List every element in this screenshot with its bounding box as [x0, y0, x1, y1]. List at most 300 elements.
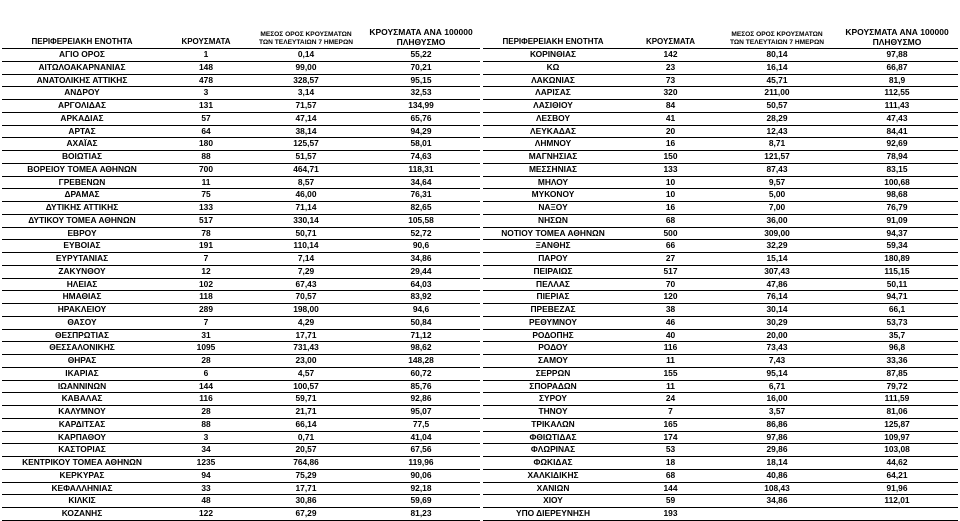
header-per100k: [362, 27, 480, 47]
avg-7day-cell: 34,86: [766, 495, 788, 506]
header-avg: [250, 31, 362, 47]
per-100k-cell: 81,06: [886, 406, 908, 416]
region-cell: ΘΑΣΟΥ: [67, 316, 97, 327]
region-cell: ΜΕΣΣΗΝΙΑΣ: [528, 163, 578, 174]
region-cell: ΚΑΣΤΟΡΙΑΣ: [58, 444, 106, 455]
region-cell: ΚΕΝΤΡΙΚΟΥ ΤΟΜΕΑ ΑΘΗΝΩΝ: [22, 457, 142, 467]
per-100k-cell: 78,94: [886, 151, 908, 161]
header-region: ΠΕΡΙΦΕΡΕΙΑΚΗ ΕΝΟΤΗΤΑ: [31, 37, 133, 46]
avg-7day-cell: 46,00: [295, 189, 317, 200]
region-cell: ΕΥΒΟΙΑΣ: [63, 240, 101, 251]
region-cell: ΡΟΔΟΠΗΣ: [532, 329, 574, 340]
per-100k-cell: 84,41: [886, 125, 908, 136]
region-cell: ΣΥΡΟΥ: [538, 393, 568, 404]
cases-cell: 46: [665, 316, 676, 327]
cases-cell: 57: [201, 112, 211, 123]
avg-7day-cell: 80,14: [766, 49, 788, 59]
table-row: [483, 419, 958, 432]
avg-7day-cell: 47,86: [766, 278, 788, 289]
cases-cell: 7: [203, 316, 209, 327]
avg-7day-cell: 75,29: [295, 469, 317, 480]
table-row: [483, 330, 958, 343]
right-table-header: [483, 2, 958, 49]
table-row: [2, 495, 480, 508]
table-row: [2, 228, 480, 241]
cases-cell: 700: [199, 163, 213, 174]
per-100k-cell: 64,03: [410, 278, 432, 289]
header-cases: ΚΡΟΥΣΜΑΤΑ: [645, 37, 696, 46]
cases-cell: 28: [201, 355, 211, 365]
left-table: [2, 2, 480, 521]
per-100k-cell: 105,58: [408, 214, 434, 225]
per-100k-cell: 85,76: [410, 380, 432, 391]
region-cell: ΛΗΜΝΟΥ: [534, 138, 572, 149]
avg-7day-cell: 7,14: [297, 253, 315, 263]
cases-cell: 12: [201, 265, 211, 276]
table-row: [2, 62, 480, 75]
per-100k-cell: 50,84: [410, 316, 432, 327]
per-100k-cell: 180,89: [884, 253, 910, 263]
per-100k-cell: 50,11: [886, 278, 908, 289]
table-row: [2, 49, 480, 62]
table-row: [2, 151, 480, 164]
table-row: [483, 87, 958, 100]
per-100k-cell: 76,31: [410, 189, 432, 200]
region-cell: ΠΕΛΛΑΣ: [536, 278, 570, 289]
per-100k-cell: 53,73: [886, 316, 908, 327]
per-100k-cell: 90,6: [412, 240, 430, 251]
per-100k-cell: 67,56: [410, 444, 432, 455]
region-cell: ΚΑΡΔΙΤΣΑΣ: [58, 418, 106, 429]
cases-cell: 59: [665, 495, 676, 506]
table-row: [483, 342, 958, 355]
region-cell: ΚΟΖΑΝΗΣ: [61, 508, 103, 518]
table-row: [2, 508, 480, 521]
avg-7day-cell: 4,29: [297, 316, 315, 327]
region-cell: ΞΑΝΘΗΣ: [535, 240, 571, 251]
per-100k-cell: 94,29: [410, 125, 432, 136]
table-row: [483, 177, 958, 190]
avg-7day-cell: 30,86: [295, 495, 317, 506]
region-cell: ΝΟΤΙΟΥ ΤΟΜΕΑ ΑΘΗΝΩΝ: [501, 227, 605, 238]
per-100k-cell: 111,59: [884, 393, 910, 404]
header-cases: ΚΡΟΥΣΜΑΤΑ: [181, 37, 231, 46]
avg-7day-cell: 50,71: [295, 227, 317, 238]
region-cell: ΑΧΑΪΑΣ: [66, 138, 98, 149]
table-row: [2, 419, 480, 432]
cases-cell: 142: [663, 49, 678, 59]
table-row: [483, 151, 958, 164]
avg-7day-cell: 198,00: [293, 304, 319, 314]
table-row: [2, 100, 480, 113]
cases-cell: 70: [665, 278, 676, 289]
region-cell: ΖΑΚΥΝΘΟΥ: [58, 265, 106, 276]
region-cell: ΚΟΡΙΝΘΙΑΣ: [529, 49, 577, 59]
region-cell: ΑΓΙΟ ΟΡΟΣ: [59, 49, 105, 59]
table-row: [483, 126, 958, 139]
per-100k-cell: 119,96: [408, 457, 434, 467]
table-row: [2, 457, 480, 470]
avg-7day-cell: 8,57: [297, 176, 315, 187]
avg-7day-cell: 70,57: [295, 291, 317, 302]
region-cell: ΧΑΝΙΩΝ: [536, 482, 570, 493]
region-cell: ΡΕΘΥΜΝΟΥ: [529, 316, 577, 327]
region-cell: ΝΗΣΩΝ: [538, 214, 568, 225]
cases-cell: 174: [663, 431, 678, 442]
cases-cell: 10: [665, 176, 676, 187]
per-100k-cell: 66,1: [888, 304, 906, 314]
per-100k-cell: 87,85: [886, 367, 908, 378]
avg-7day-cell: 15,14: [766, 253, 788, 263]
cases-cell: 122: [199, 508, 213, 518]
table-row: [2, 202, 480, 215]
per-100k-cell: 60,72: [410, 367, 432, 378]
per-100k-cell: 95,07: [410, 406, 432, 416]
region-cell: ΑΡΤΑΣ: [68, 125, 96, 136]
avg-7day-cell: 20,00: [766, 329, 788, 340]
avg-7day-cell: 73,43: [766, 342, 788, 353]
cases-cell: 133: [199, 202, 213, 212]
per-100k-cell: 148,28: [408, 355, 434, 365]
per-100k-cell: 94,37: [886, 227, 908, 238]
table-row: [483, 406, 958, 419]
table-row: [2, 432, 480, 445]
per-100k-cell: 100,68: [884, 176, 910, 187]
cases-cell: 478: [199, 74, 213, 85]
cases-cell: 148: [199, 61, 213, 72]
avg-7day-cell: 97,86: [766, 431, 788, 442]
right-table: [483, 2, 958, 521]
cases-cell: 64: [201, 125, 211, 136]
cases-cell: 144: [663, 482, 678, 493]
cases-cell: 27: [665, 253, 676, 263]
region-cell: ΠΑΡΟΥ: [538, 253, 568, 263]
cases-cell: 33: [201, 482, 211, 493]
cases-cell: 84: [665, 100, 676, 110]
avg-7day-cell: 59,71: [295, 393, 317, 404]
per-100k-cell: 97,88: [886, 49, 908, 59]
region-cell: ΑΙΤΩΛΟΑΚΑΡΝΑΝΙΑΣ: [38, 61, 126, 72]
avg-7day-cell: 6,71: [768, 380, 786, 391]
region-cell: ΘΕΣΣΑΛΟΝΙΚΗΣ: [49, 342, 115, 353]
avg-7day-cell: 3,57: [768, 406, 786, 416]
avg-7day-cell: 5,00: [768, 189, 786, 200]
cases-cell: 68: [665, 469, 676, 480]
cases-cell: 66: [665, 240, 676, 251]
cases-cell: 7: [203, 253, 209, 263]
avg-7day-cell: 76,14: [766, 291, 788, 302]
region-cell: ΤΡΙΚΑΛΩΝ: [531, 418, 575, 429]
table-row: [2, 240, 480, 253]
avg-7day-cell: 17,71: [295, 329, 317, 340]
avg-7day-cell: 67,29: [295, 508, 317, 518]
table-row: [483, 508, 958, 521]
region-cell: ΚΑΒΑΛΑΣ: [61, 393, 103, 404]
avg-7day-cell: 29,86: [766, 444, 788, 455]
avg-7day-cell: 38,14: [295, 125, 317, 136]
region-cell: ΠΙΕΡΙΑΣ: [536, 291, 570, 302]
avg-7day-cell: 464,71: [293, 163, 319, 174]
region-cell: ΗΡΑΚΛΕΙΟΥ: [57, 304, 107, 314]
per-100k-cell: 58,01: [410, 138, 432, 149]
region-cell: ΡΟΔΟΥ: [538, 342, 568, 353]
per-100k-cell: 41,04: [410, 431, 432, 442]
table-row: [483, 49, 958, 62]
cases-cell: 73: [665, 74, 676, 85]
region-cell: ΠΕΙΡΑΙΩΣ: [533, 265, 573, 276]
cases-cell: 38: [665, 304, 676, 314]
per-100k-cell: 32,53: [410, 87, 432, 98]
cases-cell: 165: [663, 418, 678, 429]
header-region: ΠΕΡΙΦΕΡΕΙΑΚΗ ΕΝΟΤΗΤΑ: [502, 37, 604, 46]
table-row: [483, 189, 958, 202]
header-avg-line2: ΤΩΝ ΤΕΛΕΥΤΑΙΩΝ 7 ΗΜΕΡΩΝ: [258, 39, 354, 46]
region-cell: ΣΕΡΡΩΝ: [535, 367, 571, 378]
avg-7day-cell: 51,57: [295, 151, 317, 161]
avg-7day-cell: 30,14: [766, 304, 788, 314]
table-row: [483, 393, 958, 406]
cases-cell: 11: [666, 355, 675, 365]
cases-cell: 7: [668, 406, 673, 416]
region-cell: ΝΑΞΟΥ: [538, 202, 568, 212]
header-per100k: [836, 27, 958, 47]
table-row: [2, 113, 480, 126]
table-row: [2, 342, 480, 355]
avg-7day-cell: 328,57: [293, 74, 319, 85]
avg-7day-cell: [718, 508, 836, 520]
avg-7day-cell: 99,00: [295, 61, 317, 72]
table-row: [2, 253, 480, 266]
per-100k-cell: 34,64: [410, 176, 432, 187]
avg-7day-cell: 0,14: [297, 49, 315, 59]
avg-7day-cell: 50,57: [766, 100, 788, 110]
per-100k-cell: 83,15: [886, 163, 908, 174]
cases-cell: 150: [663, 151, 678, 161]
table-row: [483, 444, 958, 457]
header-avg-line2: ΤΩΝ ΤΕΛΕΥΤΑΙΩΝ 7 ΗΜΕΡΩΝ: [729, 39, 825, 46]
avg-7day-cell: 8,71: [768, 138, 786, 149]
cases-cell: 320: [663, 87, 678, 98]
per-100k-cell: 91,96: [886, 482, 908, 493]
cases-cell: 53: [665, 444, 676, 455]
region-cell: ΑΝΑΤΟΛΙΚΗΣ ΑΤΤΙΚΗΣ: [36, 74, 128, 85]
region-cell: ΗΛΕΙΑΣ: [66, 278, 98, 289]
right-table-body: [483, 49, 958, 521]
per-100k-cell: 109,97: [884, 431, 910, 442]
per-100k-cell: 111,43: [884, 100, 910, 110]
region-cell: ΠΡΕΒΕΖΑΣ: [530, 304, 576, 314]
cases-cell: 40: [665, 329, 676, 340]
cases-cell: 1: [203, 49, 209, 59]
table-row: [483, 215, 958, 228]
table-row: [2, 215, 480, 228]
cases-cell: 78: [201, 227, 211, 238]
avg-7day-cell: 23,00: [295, 355, 317, 365]
table-row: [2, 483, 480, 496]
region-cell: ΚΕΡΚΥΡΑΣ: [59, 469, 105, 480]
region-cell: ΣΑΜΟΥ: [538, 355, 568, 365]
avg-7day-cell: 30,29: [766, 316, 788, 327]
cases-cell: 118: [199, 291, 213, 302]
per-100k-cell: 103,08: [884, 444, 910, 455]
cases-cell: 88: [201, 151, 211, 161]
avg-7day-cell: 211,00: [764, 87, 790, 98]
per-100k-cell: 82,65: [410, 202, 432, 212]
per-100k-cell: 98,62: [410, 342, 432, 353]
table-row: [483, 113, 958, 126]
cases-cell: 11: [666, 380, 675, 391]
cases-cell: 94: [201, 469, 211, 480]
region-cell: ΧΑΛΚΙΔΙΚΗΣ: [527, 469, 579, 480]
per-100k-cell: 94,71: [886, 291, 908, 302]
per-100k-cell: 35,7: [888, 329, 906, 340]
cases-cell: 500: [663, 227, 678, 238]
header-avg: [718, 31, 836, 47]
avg-7day-cell: 87,43: [766, 163, 788, 174]
per-100k-cell: 92,18: [410, 482, 432, 493]
avg-7day-cell: 66,14: [295, 418, 317, 429]
region-cell: ΓΡΕΒΕΝΩΝ: [58, 176, 106, 187]
table-row: [483, 62, 958, 75]
cases-cell: 3: [203, 431, 209, 442]
table-row: [2, 279, 480, 292]
cases-cell: 133: [663, 163, 678, 174]
region-cell: ΛΑΣΙΘΙΟΥ: [533, 100, 573, 110]
cases-cell: 10: [665, 189, 676, 200]
per-100k-cell: 134,99: [408, 100, 434, 110]
region-cell: ΔΥΤΙΚΗΣ ΑΤΤΙΚΗΣ: [45, 202, 119, 212]
avg-7day-cell: 67,43: [295, 278, 317, 289]
region-cell: ΘΕΣΠΡΩΤΙΑΣ: [55, 329, 109, 340]
per-100k-cell: 90,06: [410, 469, 432, 480]
per-100k-cell: 112,55: [884, 87, 910, 98]
table-row: [2, 164, 480, 177]
avg-7day-cell: 40,86: [766, 469, 788, 480]
avg-7day-cell: 125,57: [293, 138, 319, 149]
cases-cell: 120: [663, 291, 678, 302]
table-row: [2, 355, 480, 368]
avg-7day-cell: 764,86: [293, 457, 319, 467]
region-cell: ΤΗΝΟΥ: [538, 406, 568, 416]
cases-cell: 155: [663, 367, 678, 378]
region-cell: ΛΕΣΒΟΥ: [535, 112, 571, 123]
region-cell: ΦΛΩΡΙΝΑΣ: [530, 444, 576, 455]
per-100k-cell: 71,12: [410, 329, 432, 340]
cases-cell: 34: [201, 444, 211, 455]
table-row: [2, 381, 480, 394]
cases-cell: 11: [201, 176, 211, 187]
avg-7day-cell: 28,29: [766, 112, 788, 123]
cases-cell: 88: [201, 418, 211, 429]
region-cell: ΧΙΟΥ: [543, 495, 563, 506]
per-100k-cell: 98,68: [886, 189, 908, 200]
cases-cell: 48: [201, 495, 211, 506]
avg-7day-cell: 95,14: [766, 367, 788, 378]
avg-7day-cell: 17,71: [295, 482, 317, 493]
cases-cell: 102: [199, 278, 213, 289]
per-100k-cell: 92,69: [886, 138, 908, 149]
avg-7day-cell: 110,14: [293, 240, 319, 251]
per-100k-cell: 79,72: [886, 380, 908, 391]
avg-7day-cell: 7,43: [768, 355, 786, 365]
table-row: [483, 75, 958, 88]
cases-cell: 18: [665, 457, 676, 467]
table-row: [483, 240, 958, 253]
per-100k-cell: 29,44: [410, 265, 432, 276]
region-cell: ΑΝΔΡΟΥ: [64, 87, 100, 98]
per-100k-cell: 64,21: [886, 469, 908, 480]
per-100k-cell: 34,86: [410, 253, 432, 263]
avg-7day-cell: 330,14: [293, 214, 319, 225]
avg-7day-cell: 0,71: [297, 431, 315, 442]
region-cell: ΦΘΙΩΤΙΔΑΣ: [529, 431, 577, 442]
avg-7day-cell: 45,71: [766, 74, 788, 85]
region-cell: ΣΠΟΡΑΔΩΝ: [529, 380, 577, 391]
table-row: [483, 164, 958, 177]
table-row: [483, 266, 958, 279]
left-table-body: [2, 49, 480, 521]
region-cell: ΚΩ: [546, 61, 560, 72]
header-per100k-line1: ΚΡΟΥΣΜΑΤΑ ΑΝΑ 100000: [845, 27, 949, 37]
avg-7day-cell: 18,14: [766, 457, 788, 467]
region-cell: ΛΕΥΚΑΔΑΣ: [530, 125, 576, 136]
region-cell: ΕΒΡΟΥ: [67, 227, 97, 238]
avg-7day-cell: 71,57: [295, 100, 317, 110]
avg-7day-cell: 9,57: [768, 176, 786, 187]
per-100k-cell: 91,09: [886, 214, 908, 225]
avg-7day-cell: 108,43: [764, 482, 790, 493]
table-row: [2, 393, 480, 406]
left-table-header: [2, 2, 480, 49]
per-100k-cell: 81,23: [410, 508, 432, 518]
header-per100k-line2: ΠΛΗΘΥΣΜΟ: [872, 37, 922, 47]
region-cell: ΒΟΙΩΤΙΑΣ: [61, 151, 103, 161]
avg-7day-cell: 4,57: [297, 367, 315, 378]
avg-7day-cell: 121,57: [764, 151, 790, 161]
per-100k-cell: 125,87: [884, 418, 910, 429]
avg-7day-cell: 307,43: [764, 265, 790, 276]
table-row: [483, 457, 958, 470]
table-row: [2, 470, 480, 483]
avg-7day-cell: 16,14: [766, 61, 788, 72]
region-cell: ΛΑΚΩΝΙΑΣ: [531, 74, 575, 85]
per-100k-cell: 59,69: [410, 495, 432, 506]
region-cell: ΒΟΡΕΙΟΥ ΤΟΜΕΑ ΑΘΗΝΩΝ: [27, 163, 137, 174]
table-row: [483, 279, 958, 292]
avg-7day-cell: 309,00: [764, 227, 790, 238]
per-100k-cell: 96,8: [888, 342, 906, 353]
region-cell: ΜΥΚΟΝΟΥ: [531, 189, 575, 200]
cases-cell: 116: [663, 342, 678, 353]
per-100k-cell: 95,15: [410, 74, 432, 85]
region-cell: ΑΡΚΑΔΙΑΣ: [60, 112, 104, 123]
region-cell: ΑΡΓΟΛΙΔΑΣ: [58, 100, 106, 110]
region-cell: ΜΗΛΟΥ: [537, 176, 569, 187]
cases-cell: 16: [665, 202, 676, 212]
header-avg-line1: ΜΕΣΟΣ ΟΡΟΣ ΚΡΟΥΣΜΑΤΩΝ: [260, 31, 352, 38]
per-100k-cell: 33,36: [886, 355, 908, 365]
region-cell: ΘΗΡΑΣ: [67, 355, 97, 365]
region-cell: ΜΑΓΝΗΣΙΑΣ: [528, 151, 578, 161]
table-row: [2, 368, 480, 381]
cases-cell: 6: [203, 367, 209, 378]
per-100k-cell: 59,34: [886, 240, 908, 251]
cases-cell: 180: [199, 138, 213, 149]
cases-cell: 1235: [196, 457, 216, 467]
region-cell: ΗΜΑΘΙΑΣ: [62, 291, 102, 302]
table-row: [2, 177, 480, 190]
per-100k-cell: 76,79: [886, 202, 908, 212]
